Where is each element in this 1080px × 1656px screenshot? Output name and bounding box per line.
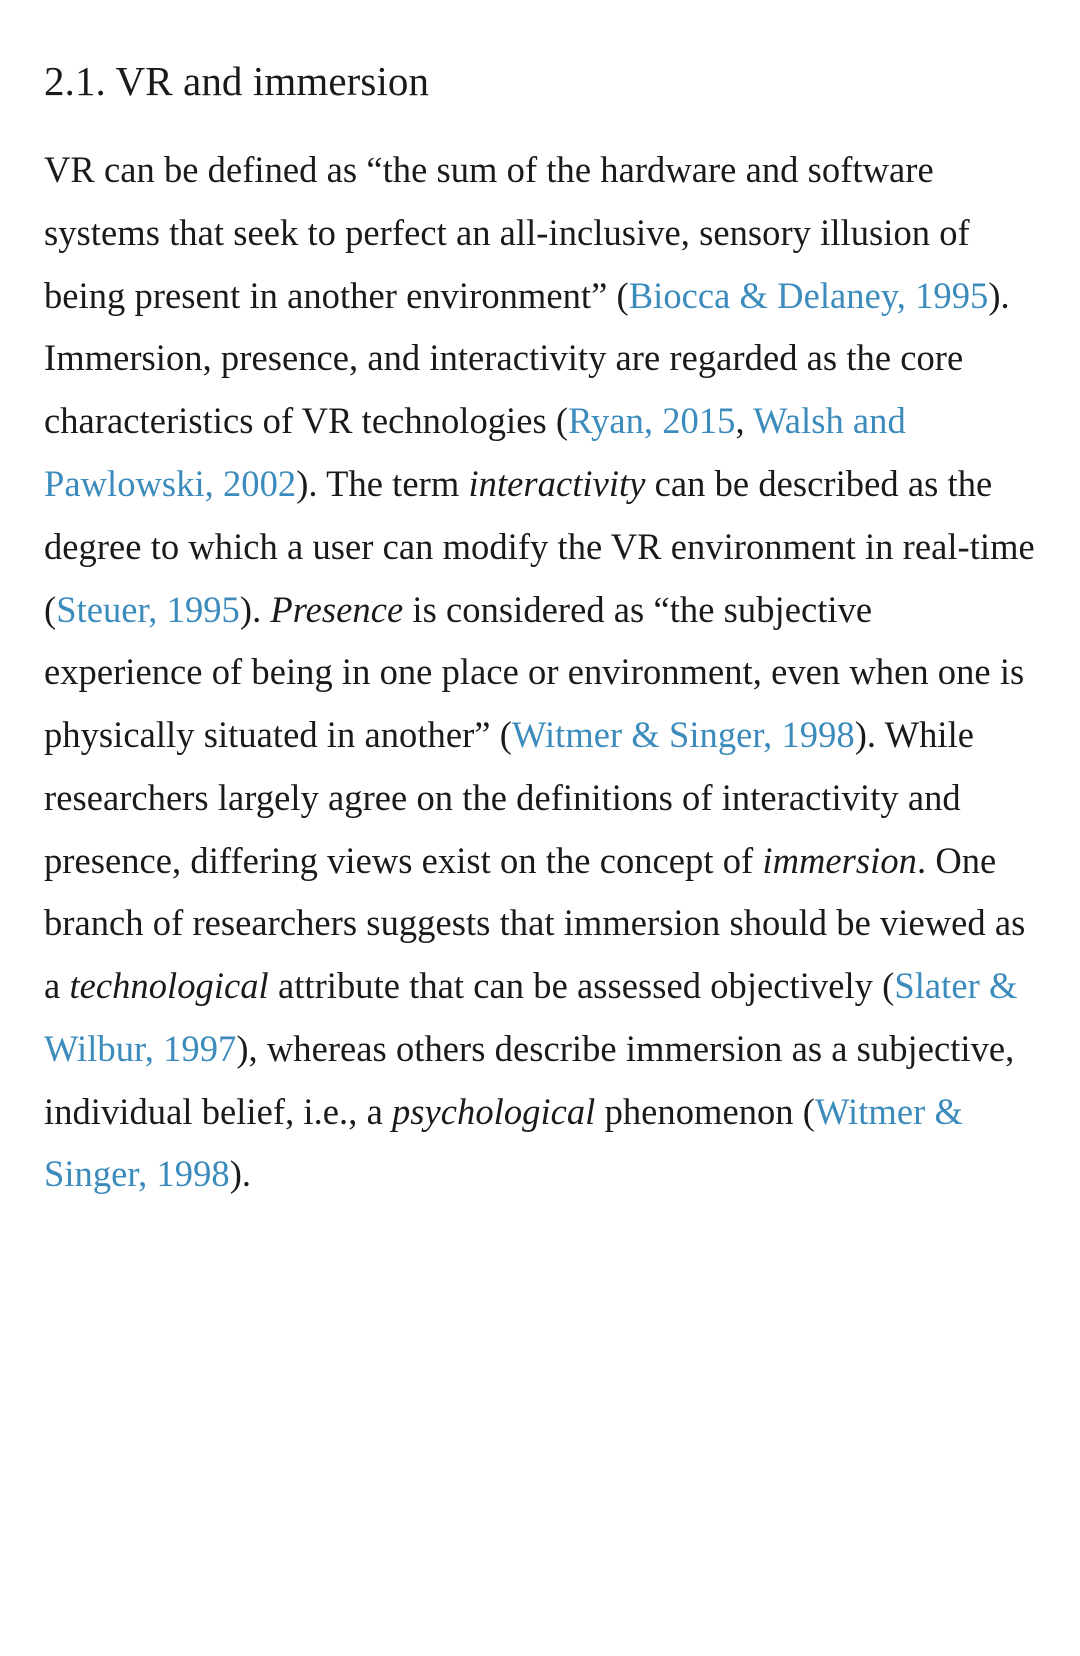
citation-link-witmer-singer-1998-first[interactable]: Witmer & Singer, 1998	[511, 714, 855, 756]
emphasis-technological: technological	[69, 965, 269, 1007]
citation-link-steuer-1995[interactable]: Steuer, 1995	[56, 588, 240, 630]
paragraph-text-fragment: . One branch of researchers suggests that immersion should be viewed as a	[44, 839, 1026, 1007]
citation-link-slater-wilbur-1997[interactable]: Slater & Wilbur, 1997	[44, 965, 1018, 1069]
paragraph-text-fragment: ). Immersion, presence, and interactivity are regarded as the core characteristics of VR technologies (	[44, 274, 1010, 442]
paragraph-text-fragment: phenomenon (	[595, 1090, 815, 1132]
paragraph-text-fragment: ).	[239, 588, 271, 630]
paragraph-text-fragment: ).	[229, 1153, 252, 1195]
paragraph-text-fragment: is considered as “the subjective experience of being in one place or environment, even when one is physically situated in another” (	[44, 588, 1025, 756]
citation-link-walsh-pawlowski-2002[interactable]: Walsh and Pawlowski, 2002	[44, 400, 906, 504]
emphasis-immersion: immersion	[762, 839, 917, 881]
emphasis-interactivity: interactivity	[468, 462, 646, 504]
paragraph-text-fragment: ), whereas others describe immersion as a subjective, individual belief, i.e., a	[44, 1027, 1015, 1132]
page-title: 2.1. VR and immersion	[44, 58, 430, 104]
citation-link-ryan-2015[interactable]: Ryan, 2015	[568, 400, 736, 442]
emphasis-psychological: psychological	[392, 1090, 596, 1132]
paragraph-text-fragment: ,	[735, 400, 754, 442]
paragraph-text-fragment: ). The term	[296, 462, 469, 504]
citation-link-witmer-singer-1998-second[interactable]: Witmer & Singer, 1998	[44, 1090, 963, 1195]
paragraph-text-fragment: ). While researchers largely agree on the definitions of interactivity and presence, differing views exist on the concept of	[44, 714, 975, 881]
section-paragraph	[44, 139, 1036, 1206]
paragraph-text-fragment: VR can be defined as “the sum of the hardware and software systems that seek to perfect an all-inclusive, sensory illusion of being present in another environment” (	[44, 149, 970, 316]
paragraph-text-fragment: attribute that can be assessed objectively (	[268, 965, 895, 1007]
citation-link-biocca-delaney-1995[interactable]: Biocca & Delaney, 1995	[628, 274, 989, 316]
paragraph-text-fragment: can be described as the degree to which a user can modify the VR environment in real-time (	[44, 462, 1035, 630]
emphasis-presence: Presence	[270, 588, 404, 630]
